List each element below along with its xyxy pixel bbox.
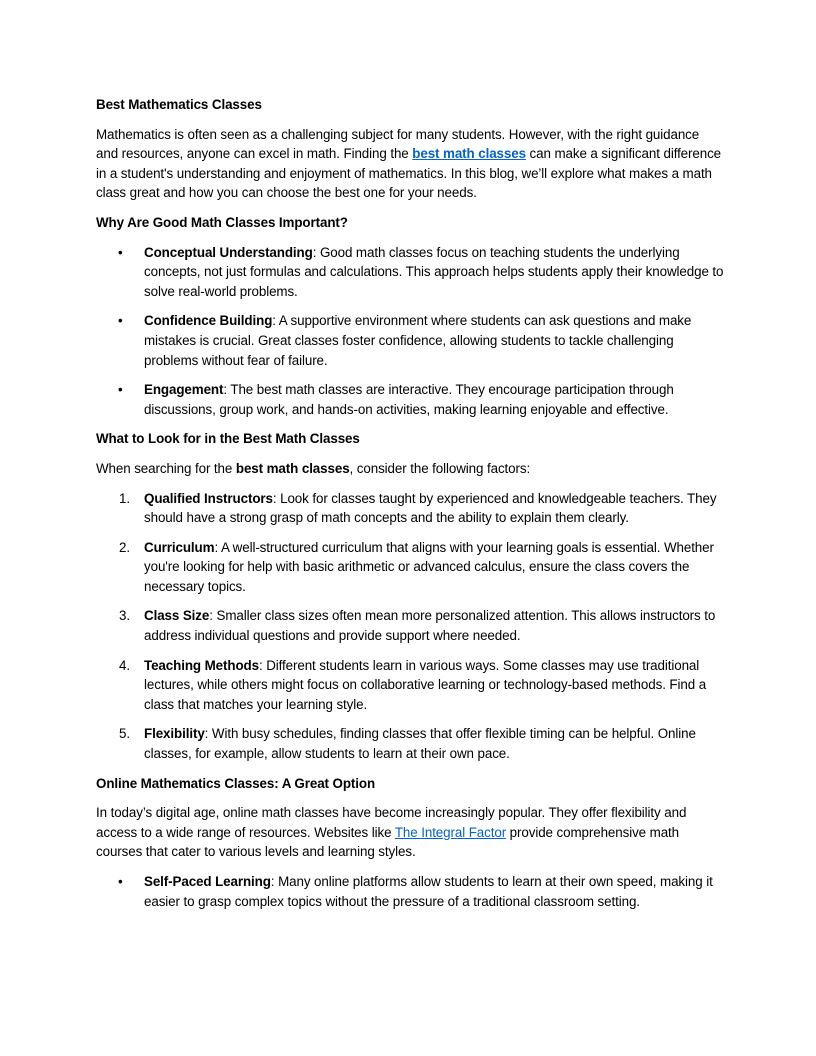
lead-text-after: , consider the following factors: (349, 460, 531, 476)
bullet-icon: • (118, 313, 123, 329)
list-item-term: Conceptual Understanding (144, 244, 313, 260)
intro-paragraph (96, 125, 724, 203)
intro-text-before: Mathematics is often seen as a challenging subject for many students. However, with the right guidance and resources, anyone can excel in math. Finding the (96, 126, 700, 162)
online-text-before: In today’s digital age, online math classes have become increasingly popular. They offer flexibility and access to a wide range of resources. Websites like (96, 805, 687, 840)
list-item-text: : Smaller class sizes often mean more personalized attention. This allows instructors to address individual questions and provide support where needed. (144, 608, 716, 644)
list-item-text: : A well-structured curriculum that aligns with your learning goals is essential. Whether you're looking for help with basic arithmetic or advanced calculus, ensure the class covers the necessary topics. (144, 539, 714, 594)
document-title: Best Mathematics Classes (96, 97, 262, 112)
list-item-text: : A supportive environment where students can ask questions and make mistakes is crucial. Great classes foster confidence, allowing students to tackle challenging problems without fear of failure. (144, 313, 692, 368)
list-item (96, 872, 724, 911)
list-item-number: 4. (119, 657, 130, 673)
list-item-term: Engagement (144, 382, 224, 398)
list-item-text: : Different students learn in various ways. Some classes may use traditional lectures, while others might focus on collaborative learning or technology-based methods. Find a class that matches your learning style. (144, 657, 707, 712)
list-item-number: 3. (119, 608, 130, 624)
integral-factor-link[interactable]: The Integral Factor (394, 824, 507, 840)
list-item-term: Confidence Building (144, 313, 273, 329)
intro-text-after: can make a significant difference in a student's understanding and enjoyment of mathematics. In this blog, we’ll explore what makes a math class great and how you can choose the best one for your needs. (96, 146, 722, 201)
best-math-classes-link[interactable]: best math classes (412, 146, 526, 162)
list-item-number: 1. (119, 490, 130, 506)
list-item-text: : Look for classes taught by experienced and knowledgeable teachers. They should have a strong grasp of math concepts and the ability to explain them clearly. (144, 490, 717, 526)
section-heading-why-important: Why Are Good Math Classes Important? (96, 214, 348, 230)
factors-lead-paragraph (96, 459, 724, 479)
lead-text-before: When searching for the (96, 460, 236, 476)
list-item-term: Qualified Instructors (144, 490, 273, 506)
online-classes-paragraph (96, 803, 724, 862)
online-benefits-list (96, 872, 724, 911)
list-item-term: Class Size (144, 608, 210, 624)
list-item-term: Self-Paced Learning (144, 874, 271, 889)
factors-list (96, 489, 724, 764)
list-item-text: : Good math classes focus on teaching students the underlying concepts, not just formulas and calculations. This approach helps students apply their knowledge to solve real-world problems. (144, 244, 724, 299)
list-item-text: : Many online platforms allow students to learn at their own speed, making it easier to grasp complex topics without the pressure of a traditional classroom setting. (144, 874, 713, 909)
bullet-icon: • (118, 874, 123, 889)
section-heading-what-to-look-for: What to Look for in the Best Math Classes (96, 431, 360, 447)
list-item (96, 243, 724, 302)
list-item-number: 5. (119, 726, 130, 742)
list-item (96, 724, 724, 763)
list-item (96, 656, 724, 715)
bullet-icon: • (118, 382, 123, 398)
list-item (96, 606, 724, 645)
document-page (96, 95, 724, 921)
lead-bold-phrase: best math classes (235, 460, 350, 476)
list-item-term: Curriculum (144, 539, 215, 555)
list-item-text: : With busy schedules, finding classes that offer flexible timing can be helpful. Online classes, for example, allow students to learn at their own pace. (144, 726, 696, 762)
list-item-term: Flexibility (144, 726, 205, 742)
section-heading-online-classes: Online Mathematics Classes: A Great Option (96, 775, 376, 791)
bullet-icon: • (118, 244, 123, 260)
importance-list (96, 243, 724, 420)
list-item-number: 2. (119, 539, 130, 555)
list-item-text: : The best math classes are interactive. They encourage participation through discussions, group work, and hands-on activities, making learning enjoyable and effective. (144, 382, 674, 417)
list-item (96, 489, 724, 528)
list-item-term: Teaching Methods (144, 657, 259, 673)
list-item (96, 538, 724, 597)
online-text-after: provide comprehensive math courses that cater to various levels and learning styles. (96, 824, 680, 860)
list-item (96, 311, 724, 370)
list-item (96, 380, 724, 419)
